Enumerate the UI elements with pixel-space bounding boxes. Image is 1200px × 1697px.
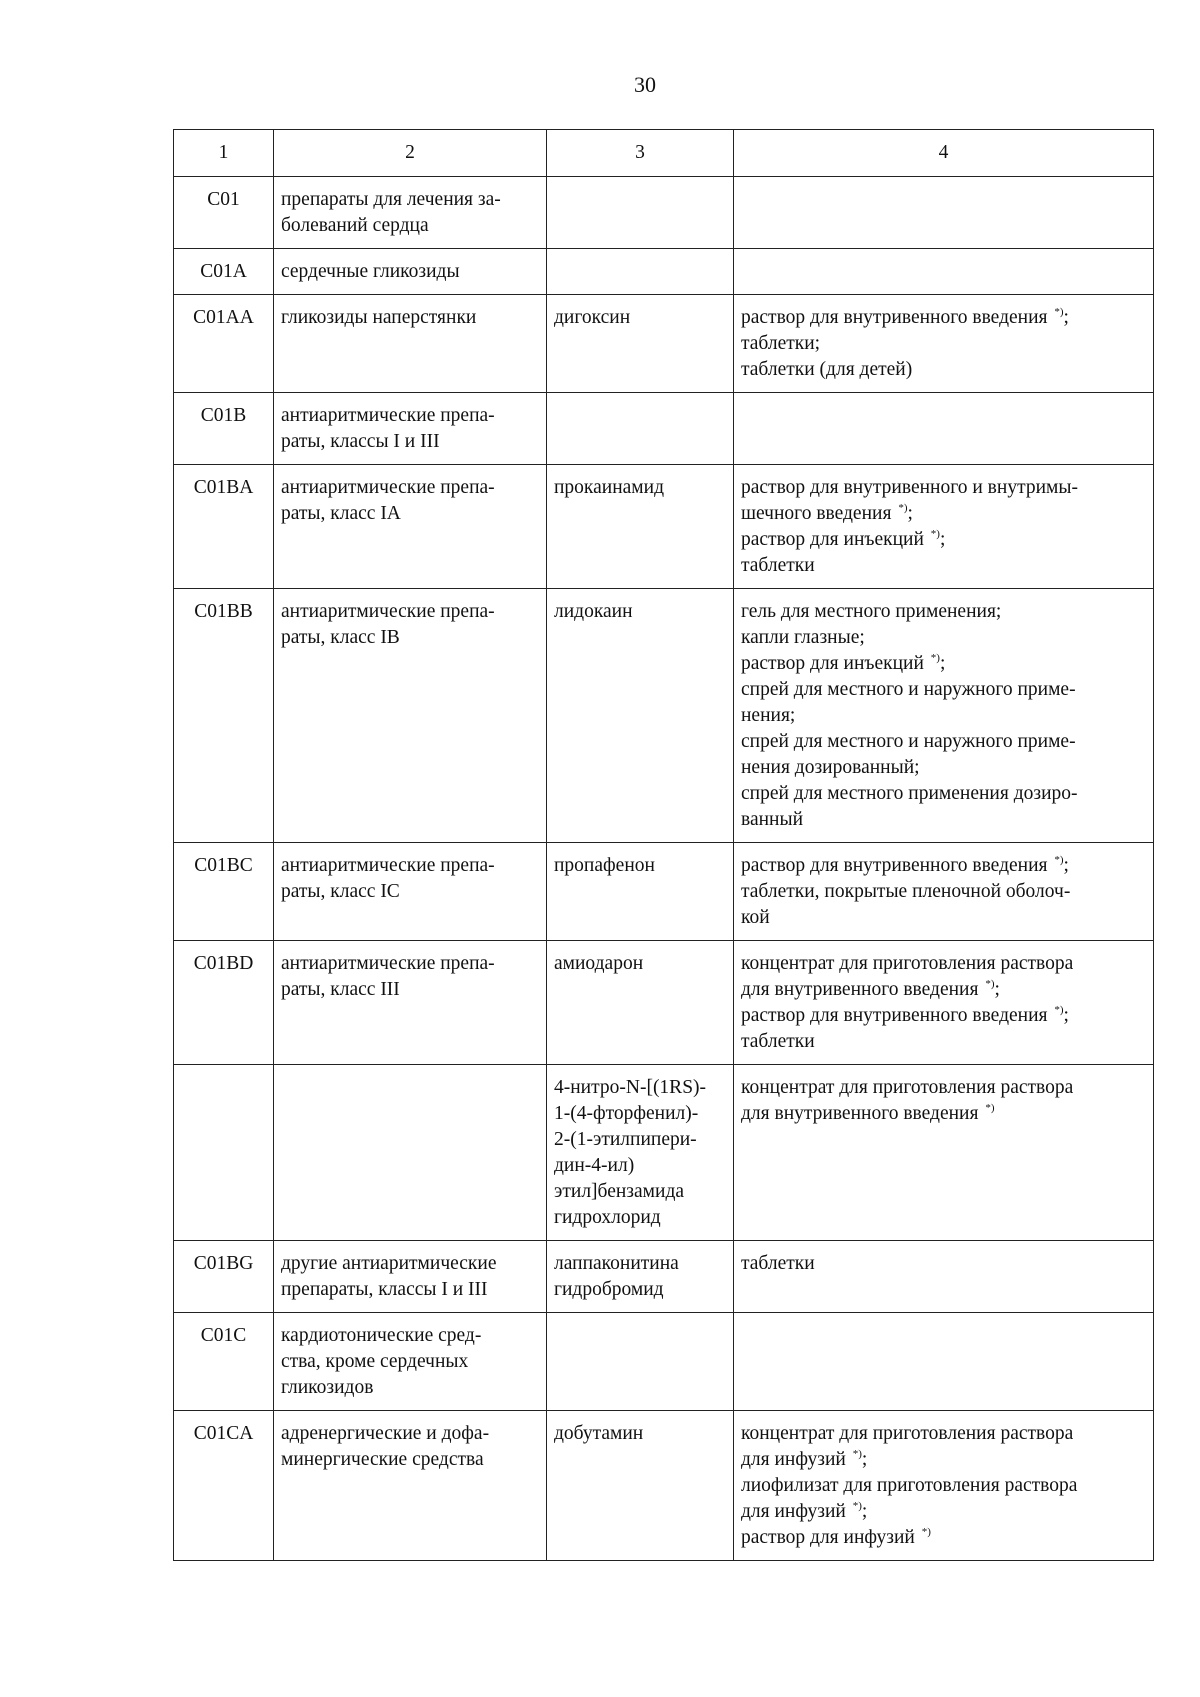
drug-cell-line: добутамин [554,1423,644,1444]
drug-cell-line: дигоксин [554,307,631,328]
table-row [174,249,1154,295]
group-cell [274,393,547,465]
dosage-form-line [741,1101,1146,1127]
drug-cell [547,249,734,295]
dosage-form-text: раствор для внутривенного и внутримы- [741,477,1078,498]
drug-cell [547,589,734,843]
atc-code-cell: C01AA [174,295,274,393]
dosage-form-line [741,1525,1146,1551]
dosage-form-text: таблетки [741,1253,815,1274]
dosage-form-text: гель для местного применения; [741,601,1002,622]
dosage-forms-cell [734,249,1154,295]
dosage-form-line [741,1251,1146,1277]
footnote-marker: *) [852,1500,862,1512]
punctuation: ; [939,653,946,674]
dosage-form-text: раствор для инъекций [741,529,929,550]
group-cell-line: минергические средства [281,1449,484,1470]
dosage-form-line [741,599,1146,625]
footnote-marker: *) [930,652,940,664]
table-row [174,465,1154,589]
group-cell-line: ства, кроме сердечных [281,1351,469,1372]
drug-cell [547,1411,734,1561]
atc-code-cell: C01A [174,249,274,295]
dosage-form-text: концентрат для приготовления раствора [741,953,1074,974]
group-cell [274,1313,547,1411]
dosage-form-line [741,1473,1146,1499]
dosage-form-line [741,1499,1146,1525]
group-cell [274,941,547,1065]
dosage-form-line [741,951,1146,977]
dosage-forms-cell [734,393,1154,465]
drug-cell-line: 2-(1-этилпипери- [554,1129,697,1150]
drug-cell-line: дин-4-ил) [554,1155,635,1176]
header-cell: 3 [547,130,734,177]
table-row [174,393,1154,465]
dosage-form-line [741,553,1146,579]
group-cell-line: антиаритмические препа- [281,405,495,426]
group-cell-line: другие антиаритмические [281,1253,497,1274]
table-row [174,177,1154,249]
table-row [174,1313,1154,1411]
group-cell [274,589,547,843]
dosage-form-line [741,331,1146,357]
dosage-forms-cell [734,843,1154,941]
punctuation: ; [939,529,946,550]
dosage-form-text: раствор для инфузий [741,1527,920,1548]
dosage-form-text: концентрат для приготовления раствора [741,1423,1074,1444]
dosage-form-line [741,905,1146,931]
drug-cell [547,1065,734,1241]
drug-cell-line: 1-(4-фторфенил)- [554,1103,699,1124]
dosage-form-line [741,1075,1146,1101]
drug-cell-line: лидокаин [554,601,633,622]
table-row [174,1411,1154,1561]
table-row [174,589,1154,843]
drug-cell-line: этил]бензамида [554,1181,685,1202]
group-cell-line: раты, класс III [281,979,400,1000]
dosage-forms-cell [734,941,1154,1065]
header-cell: 1 [174,130,274,177]
dosage-form-text: нения; [741,705,796,726]
footnote-marker: *) [898,502,908,514]
dosage-form-line [741,527,1146,553]
punctuation: ; [994,979,1000,1000]
group-cell [274,177,547,249]
footnote-marker: *) [985,1102,995,1114]
dosage-form-line [741,807,1146,833]
atc-code-cell: C01BC [174,843,274,941]
dosage-form-text: для внутривенного введения [741,1103,984,1124]
dosage-form-text: ванный [741,809,804,830]
dosage-forms-cell [734,589,1154,843]
table-header-row [174,130,1154,177]
group-cell-line: антиаритмические препа- [281,477,495,498]
group-cell-line: антиаритмические препа- [281,953,495,974]
drug-cell-line: гидробромид [554,1279,664,1300]
drug-cell [547,1313,734,1411]
footnote-marker: *) [930,528,940,540]
group-cell [274,465,547,589]
dosage-forms-cell [734,177,1154,249]
group-cell-line: сердечные гликозиды [281,261,460,282]
punctuation: ; [861,1501,868,1522]
dosage-form-text: таблетки [741,555,815,576]
dosage-form-line [741,853,1146,879]
drug-cell [547,393,734,465]
dosage-form-line [741,1447,1146,1473]
dosage-form-text: спрей для местного и наружного приме- [741,731,1076,752]
dosage-form-line [741,625,1146,651]
dosage-form-line [741,879,1146,905]
dosage-form-line [741,501,1146,527]
dosage-form-line [741,755,1146,781]
group-cell-line: антиаритмические препа- [281,855,495,876]
atc-code-cell: C01B [174,393,274,465]
table-row [174,295,1154,393]
atc-code-cell: C01C [174,1313,274,1411]
group-cell-line: гликозидов [281,1377,374,1398]
footnote-marker: *) [852,1448,862,1460]
drug-cell [547,1241,734,1313]
atc-code-cell: C01BD [174,941,274,1065]
drug-cell-line: лаппаконитина [554,1253,679,1274]
dosage-form-text: для инфузий [741,1501,851,1522]
dosage-form-text: капли глазные; [741,627,865,648]
drug-cell [547,177,734,249]
header-cell: 4 [734,130,1154,177]
dosage-form-text: раствор для внутривенного введения [741,307,1053,328]
dosage-form-line [741,1421,1146,1447]
footnote-marker: *) [1054,306,1064,318]
drug-cell [547,941,734,1065]
dosage-form-line [741,651,1146,677]
group-cell-line: препараты для лечения за- [281,189,501,210]
dosage-form-text: нения дозированный; [741,757,920,778]
table-row [174,1065,1154,1241]
group-cell [274,843,547,941]
dosage-form-line [741,1029,1146,1055]
footnote-marker: *) [921,1526,931,1538]
dosage-form-text: концентрат для приготовления раствора [741,1077,1074,1098]
drug-table [173,129,1154,1561]
dosage-form-line [741,729,1146,755]
group-cell-line: раты, класс IC [281,881,400,902]
table-row [174,941,1154,1065]
dosage-form-text: таблетки, покрытые пленочной оболоч- [741,881,1071,902]
punctuation: ; [1063,307,1069,328]
drug-cell-line: 4-нитро-N-[(1RS)- [554,1077,707,1098]
dosage-form-text: раствор для инъекций [741,653,929,674]
dosage-form-line [741,475,1146,501]
group-cell [274,1065,547,1241]
group-cell [274,1241,547,1313]
drug-cell-line: пропафенон [554,855,655,876]
drug-cell [547,295,734,393]
group-cell-line: гликозиды наперстянки [281,307,477,328]
dosage-form-text: раствор для внутривенного введения [741,855,1053,876]
dosage-form-text: раствор для внутривенного введения [741,1005,1053,1026]
dosage-form-text: шечного введения [741,503,897,524]
drug-cell [547,843,734,941]
group-cell-line: адренергические и дофа- [281,1423,490,1444]
footnote-marker: *) [1054,1004,1064,1016]
table-row [174,843,1154,941]
dosage-form-text: кой [741,907,770,928]
group-cell [274,249,547,295]
atc-code-cell: C01BG [174,1241,274,1313]
footnote-marker: *) [1054,854,1064,866]
dosage-forms-cell [734,1065,1154,1241]
dosage-forms-cell [734,1411,1154,1561]
dosage-form-line [741,703,1146,729]
dosage-form-text: таблетки (для детей) [741,359,913,380]
page-number: 30 [634,72,656,97]
dosage-form-line [741,677,1146,703]
dosage-forms-cell [734,465,1154,589]
dosage-form-text: спрей для местного и наружного приме- [741,679,1076,700]
dosage-forms-cell [734,1241,1154,1313]
dosage-form-text: для инфузий [741,1449,851,1470]
header-cell: 2 [274,130,547,177]
group-cell-line: раты, класс IA [281,503,401,524]
table-row [174,1241,1154,1313]
dosage-form-text: спрей для местного применения дозиро- [741,783,1078,804]
drug-cell-line: гидрохлорид [554,1207,661,1228]
punctuation: ; [861,1449,868,1470]
drug-cell-line: амиодарон [554,953,644,974]
punctuation: ; [907,503,913,524]
group-cell-line: антиаритмические препа- [281,601,495,622]
dosage-form-line [741,305,1146,331]
group-cell-line: раты, классы I и III [281,431,440,452]
dosage-forms-cell [734,295,1154,393]
atc-code-cell [174,1065,274,1241]
drug-cell-line: прокаинамид [554,477,664,498]
group-cell-line: препараты, классы I и III [281,1279,488,1300]
dosage-form-line [741,1003,1146,1029]
dosage-form-text: лиофилизат для приготовления раствора [741,1475,1078,1496]
group-cell-line: кардиотонические сред- [281,1325,482,1346]
punctuation: ; [1063,855,1069,876]
punctuation: ; [1063,1005,1069,1026]
footnote-marker: *) [985,978,995,990]
group-cell-line: болеваний сердца [281,215,429,236]
group-cell [274,1411,547,1561]
dosage-form-text: таблетки; [741,333,821,354]
group-cell [274,295,547,393]
atc-code-cell: C01CA [174,1411,274,1561]
dosage-form-line [741,977,1146,1003]
dosage-form-text: для внутривенного введения [741,979,984,1000]
atc-code-cell: C01BA [174,465,274,589]
atc-code-cell: C01 [174,177,274,249]
atc-code-cell: C01BB [174,589,274,843]
dosage-form-line [741,781,1146,807]
drug-cell [547,465,734,589]
dosage-forms-cell [734,1313,1154,1411]
dosage-form-text: таблетки [741,1031,815,1052]
dosage-form-line [741,357,1146,383]
group-cell-line: раты, класс IB [281,627,400,648]
